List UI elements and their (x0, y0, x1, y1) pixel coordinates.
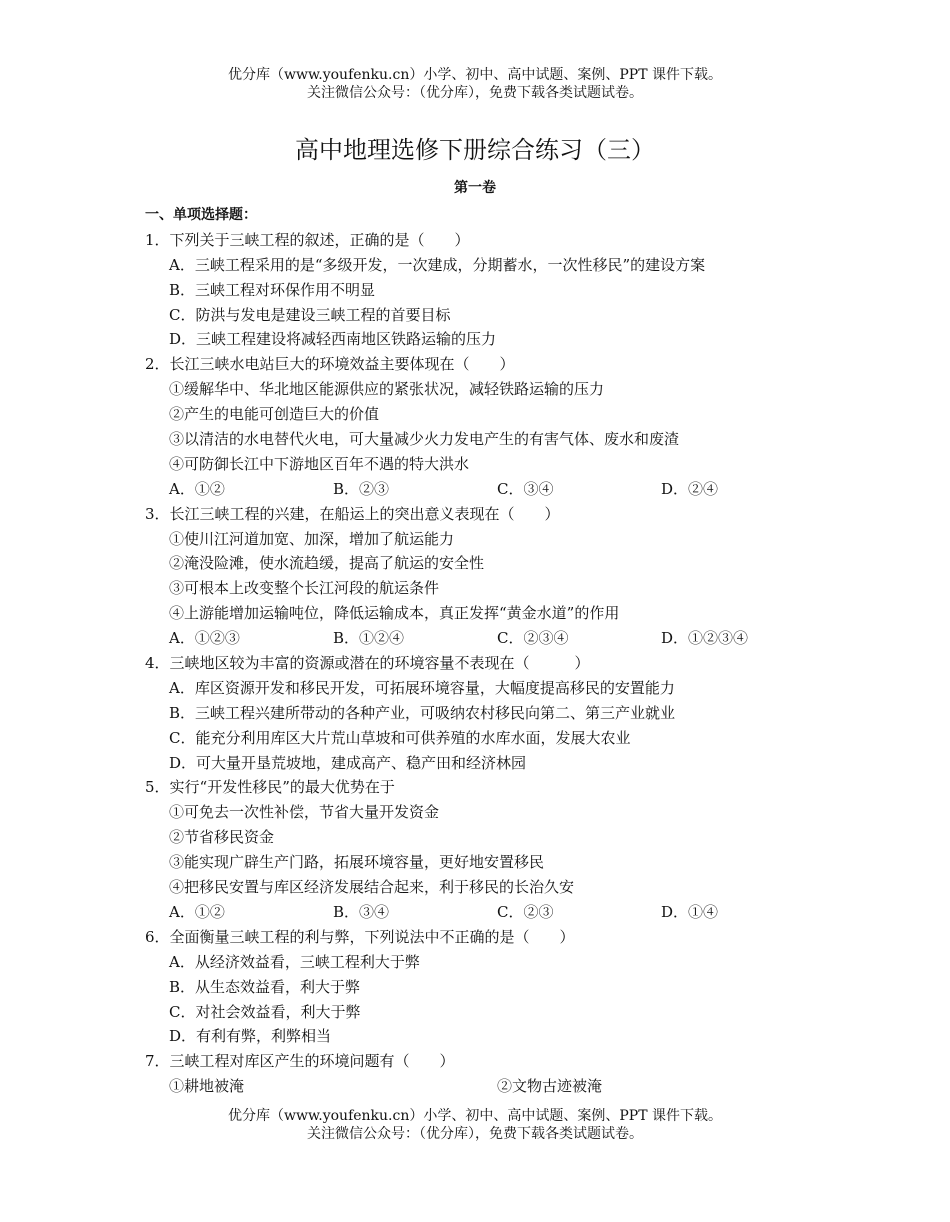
section-heading: 一、单项选择题： (145, 207, 257, 223)
question-3-option-b: B．①②④ (333, 629, 405, 648)
document-subtitle: 第一卷 (454, 180, 496, 196)
question-3-options (145, 626, 825, 651)
question-4-option-a: A．库区资源开发和移民开发，可拓展环境容量，大幅度提高移民的安置能力 (169, 678, 675, 697)
question-5-option-c: C．②③ (497, 902, 554, 921)
question-6-option-a: A．从经济效益看，三峡工程利大于弊 (169, 952, 420, 971)
question-3-statement-1: ①使川江河道加宽、加深，增加了航运能力 (169, 529, 455, 548)
question-2-option-a: A．①② (169, 479, 225, 498)
question-6-stem: 6．全面衡量三峡工程的利与弊，下列说法中不正确的是（ ） (145, 927, 575, 946)
question-2-option-d: D．②④ (661, 479, 719, 498)
question-5-option-b: B．③④ (333, 902, 390, 921)
question-3-stem: 3．长江三峡工程的兴建，在船运上的突出意义表现在（ ） (145, 504, 560, 523)
question-1-option-b: B．三峡工程对环保作用不明显 (169, 280, 376, 299)
question-2-option-b: B．②③ (333, 479, 390, 498)
question-6-option-c: C．对社会效益看，利大于弊 (169, 1002, 361, 1021)
header-line-1: 优分库（www.youfenku.cn）小学、初中、高中试题、案例、PPT 课件下载。 (227, 67, 722, 83)
question-2-option-c: C．③④ (497, 479, 554, 498)
question-7-statement-2: ②文物古迹被淹 (497, 1077, 603, 1096)
header-line-2: 关注微信公众号：（优分库），免费下载各类试题试卷。 (307, 85, 643, 101)
question-5-stem: 5．实行“开发性移民”的最大优势在于 (145, 778, 395, 797)
question-3-statement-4: ④上游能增加运输吨位，降低运输成本，真正发挥“黄金水道”的作用 (169, 604, 620, 623)
page-header (0, 66, 950, 102)
question-5-options (145, 900, 825, 925)
question-3-option-a: A．①②③ (169, 629, 240, 648)
question-4-option-d: D．可大量开垦荒坡地，建成高产、稳产田和经济林园 (169, 753, 527, 772)
question-2-statement-1: ①缓解华中、华北地区能源供应的紧张状况，减轻铁路运输的压力 (169, 380, 605, 399)
question-2-statement-4: ④可防御长江中下游地区百年不遇的特大洪水 (169, 454, 470, 473)
question-4-stem: 4．三峡地区较为丰富的资源或潜在的环境容量不表现在（ ） (145, 654, 590, 673)
question-3-statement-2: ②淹没险滩，使水流趋缓，提高了航运的安全性 (169, 554, 485, 573)
question-7-statements (145, 1074, 825, 1099)
page-footer (0, 1107, 950, 1143)
exam-content (145, 203, 825, 1099)
question-1-stem: 1．下列关于三峡工程的叙述，正确的是（ ） (145, 230, 470, 249)
question-4-option-c: C．能充分利用库区大片荒山草坡和可供养殖的水库水面，发展大农业 (169, 728, 631, 747)
question-5-statement-1: ①可免去一次性补偿，节省大量开发资金 (169, 803, 440, 822)
question-5-statement-4: ④把移民安置与库区经济发展结合起来，利于移民的长治久安 (169, 878, 575, 897)
question-6-option-b: B．从生态效益看，利大于弊 (169, 977, 361, 996)
question-5-statement-2: ②节省移民资金 (169, 828, 275, 847)
footer-line-1: 优分库（www.youfenku.cn）小学、初中、高中试题、案例、PPT 课件下载。 (227, 1108, 722, 1124)
question-1-option-d: D．三峡工程建设将减轻西南地区铁路运输的压力 (169, 330, 497, 349)
question-3-option-d: D．①②③④ (661, 629, 749, 648)
question-7-stem: 7．三峡工程对库区产生的环境问题有（ ） (145, 1052, 455, 1071)
question-1-option-c: C．防洪与发电是建设三峡工程的首要目标 (169, 305, 451, 324)
footer-line-2: 关注微信公众号：（优分库），免费下载各类试题试卷。 (307, 1126, 643, 1142)
question-2-options (145, 477, 825, 502)
question-2-statement-3: ③以清洁的水电替代火电，可大量减少火力发电产生的有害气体、废水和废渣 (169, 430, 680, 449)
question-5-statement-3: ③能实现广辟生产门路，拓展环境容量，更好地安置移民 (169, 853, 545, 872)
question-1-option-a: A．三峡工程采用的是“多级开发，一次建成，分期蓄水，一次性移民”的建设方案 (169, 255, 706, 274)
question-4-option-b: B．三峡工程兴建所带动的各种产业，可吸纳农村移民向第二、第三产业就业 (169, 703, 676, 722)
question-5-option-d: D．①④ (661, 902, 719, 921)
question-3-statement-3: ③可根本上改变整个长江河段的航运条件 (169, 579, 440, 598)
question-6-option-d: D．有利有弊，利弊相当 (169, 1027, 332, 1046)
question-3-option-c: C．②③④ (497, 629, 569, 648)
document-title: 高中地理选修下册综合练习（三） (295, 136, 655, 164)
question-7-statement-1: ①耕地被淹 (169, 1077, 245, 1096)
question-2-stem: 2．长江三峡水电站巨大的环境效益主要体现在（ ） (145, 355, 515, 374)
question-5-option-a: A．①② (169, 902, 225, 921)
question-2-statement-2: ②产生的电能可创造巨大的价值 (169, 405, 380, 424)
